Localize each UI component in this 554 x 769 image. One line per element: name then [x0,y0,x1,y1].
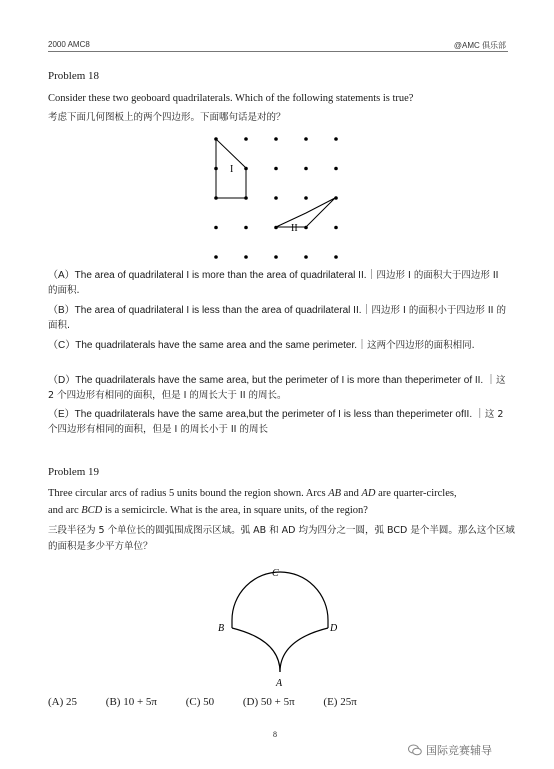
option-a-zh: 四边形 I 的面积大于四边形 II 的面积. [48,270,499,296]
answer-c: (C) 50 [185,696,215,708]
p19-math-ab: AB [328,488,342,499]
option-c-en: （C）The quadrilaterals have the same area and the same perimeter.｜ [48,340,368,351]
wechat-icon [408,744,422,756]
p19-text-2: and [341,488,362,499]
answer-e: (E) 25π [323,696,357,708]
p19-text-5: is a semicircle. What is the area, in square units, of the region? [102,505,368,516]
page-number: 8 [273,730,277,739]
option-d-zh: 这 2 个四边形有相同的面积，但是 I 的周长大于 II 的周长。 [48,375,506,401]
option-c-zh: 这两个四边形的面积相同. [367,340,475,351]
arc-ab-quarter [232,628,280,672]
header-left: 2000 AMC8 [48,40,90,49]
p19-text-3: are quarter-circles, [375,488,457,499]
option-e-zh: 这 2 个四边形有相同的面积，但是 I 的周长小于 II 的周长 [48,409,504,435]
header-right: @AMC 俱乐部 [453,41,506,50]
p19-math-bcd: BCD [81,505,103,516]
arc-bcd-semicircle [232,572,328,620]
problem-18-title: Problem 18 [48,70,100,82]
arc-ad-quarter [280,628,328,672]
watermark-text: 国际竞赛辅导 [426,744,492,757]
p19-math-ad: AD [361,488,376,499]
answer-a: (A) 25 [48,696,78,708]
p19-text-1: Three circular arcs of radius 5 units bound the region shown. Arcs [48,488,329,499]
option-b-en: （B）The area of quadrilateral I is less than the area of quadrilateral II.｜ [48,305,372,316]
watermark [408,742,492,758]
label-c: C [272,568,279,579]
label-quadrilateral-I: I [230,164,234,175]
label-a: A [276,678,283,689]
problem-19-title: Problem 19 [48,466,100,478]
option-a-en: （A）The area of quadrilateral I is more than the area of quadrilateral II.｜ [48,270,377,281]
label-b: B [218,623,225,634]
answer-d: (D) 50 + 5π [242,696,295,708]
problem-18-text: Consider these two geoboard quadrilaterals. Which of the following statements is true? [48,93,414,104]
problem-19-answers [48,696,383,708]
problem-19-zh: 三段半径为 5 个单位长的圆弧围成图示区域。弧 AB 和 AD 均为四分之一圆，弧 BCD 是个半圆。那么这个区域的面积是多少平方单位？ [48,525,515,552]
label-quadrilateral-II: II [291,223,298,234]
p19-text-4: and arc [48,505,82,516]
answer-b: (B) 10 + 5π [105,696,157,708]
problem-18-zh: 考虑下面几何图板上的两个四边形。下面哪句话是对的？ [48,112,286,123]
option-d-en: （D）The quadrilaterals have the same area, but the perimeter of I is more than theperimeter of II. ｜ [48,375,496,386]
label-d: D [330,623,338,634]
option-e-en: （E）The quadrilaterals have the same area,but the perimeter of I is less than theperimeter ofII. ｜ [48,409,485,420]
option-b-zh: 四边形 I 的面积小于四边形 II 的面积. [48,305,507,331]
